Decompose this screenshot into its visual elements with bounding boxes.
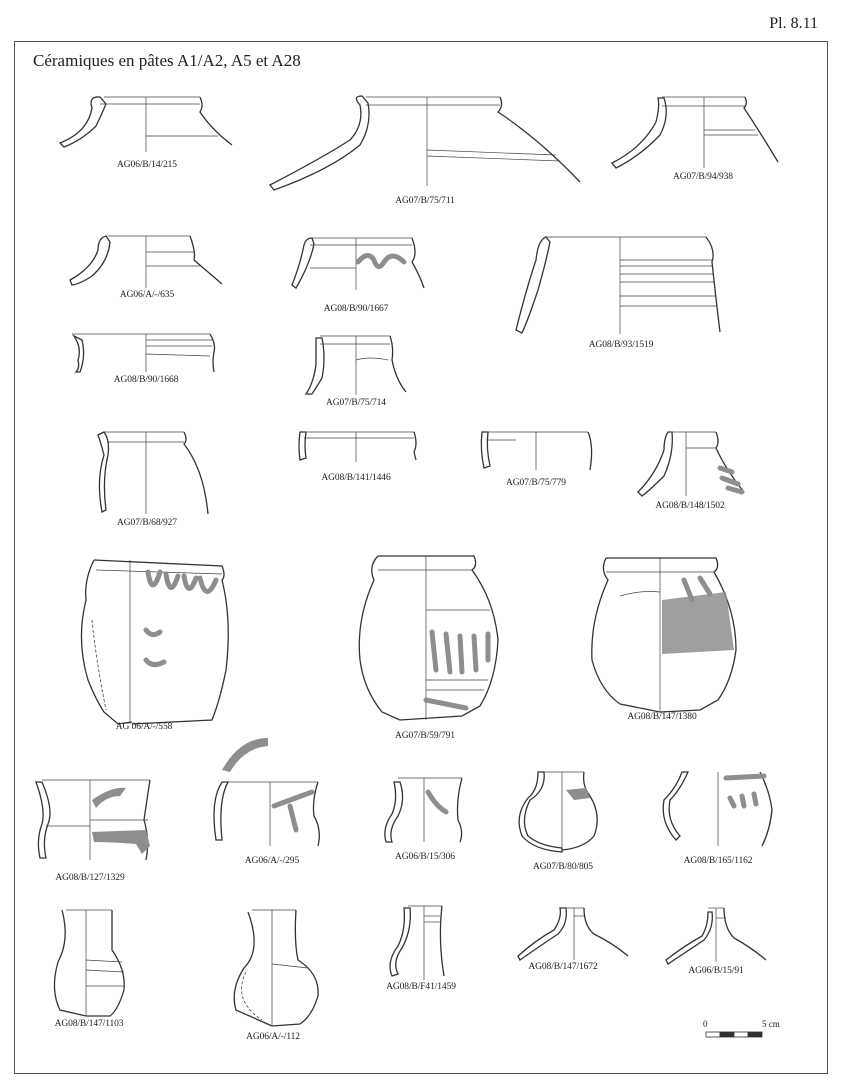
sherd-drawing-6 <box>516 237 720 334</box>
sherd-drawing-16 <box>36 780 150 860</box>
catalogue-label: AG08/B/147/1103 <box>54 1019 124 1029</box>
catalogue-label: AG07/B/75/714 <box>326 398 386 408</box>
sherd-drawing-5 <box>292 238 424 290</box>
catalogue-label: AG08/B/93/1519 <box>588 340 654 350</box>
vessel-drawing-22 <box>234 910 318 1026</box>
sherd-drawing-4 <box>70 236 222 288</box>
sherd-drawing-7 <box>72 334 215 372</box>
catalogue-label: AG06/B/15/91 <box>688 966 744 976</box>
pot-drawing-15 <box>592 558 736 712</box>
catalogue-label: AG 06/A/-/558 <box>115 722 173 732</box>
plate-title: Céramiques en pâtes A1/A2, A5 et A28 <box>33 51 301 70</box>
sherd-drawing-3 <box>612 97 778 168</box>
catalogue-label: AG08/B/147/1672 <box>528 962 598 972</box>
catalogue-label: AG07/B/80/805 <box>533 862 593 872</box>
sherd-drawing-18 <box>385 778 462 842</box>
catalogue-label: AG06/A/-/112 <box>246 1032 300 1042</box>
vessel-drawing-21 <box>54 910 124 1016</box>
catalogue-label: AG07/B/75/779 <box>506 478 566 488</box>
catalogue-label: AG06/A/-/295 <box>244 856 300 866</box>
vessel-drawing-23 <box>390 906 444 980</box>
scale-end: 5 cm <box>762 1019 780 1029</box>
catalogue-label: AG08/B/127/1329 <box>55 873 125 883</box>
vessel-drawing-24 <box>518 908 628 960</box>
catalogue-label: AG07/B/94/938 <box>673 172 733 182</box>
scale-bar <box>706 1032 762 1037</box>
catalogue-label: AG07/B/68/927 <box>117 518 177 528</box>
catalogue-label: AG08/B/90/1668 <box>113 375 179 385</box>
pot-drawing-14 <box>359 556 498 720</box>
sherd-drawing-11 <box>481 432 591 470</box>
catalogue-label: AG08/B/141/1446 <box>321 473 391 483</box>
sherd-drawing-19 <box>519 772 597 852</box>
sherd-drawing-20 <box>663 772 772 846</box>
catalogue-label: AG08/B/148/1502 <box>655 501 725 511</box>
scale-start: 0 <box>703 1019 708 1029</box>
sherd-drawing-1 <box>60 97 232 152</box>
sherd-drawing-12 <box>638 432 744 496</box>
sherd-drawing-17 <box>214 738 319 846</box>
sherd-drawing-8 <box>306 336 406 395</box>
sherd-drawing-10 <box>299 432 416 462</box>
sherd-drawing-2 <box>270 96 580 190</box>
catalogue-label: AG06/A/-/635 <box>119 290 175 300</box>
catalogue-label: AG08/B/147/1380 <box>627 712 697 722</box>
catalogue-label: AG07/B/75/711 <box>395 196 455 206</box>
catalogue-label: AG08/B/F41/1459 <box>386 982 456 992</box>
sherd-drawing-9 <box>98 432 208 514</box>
plate-number: Pl. 8.11 <box>769 15 818 32</box>
catalogue-label: AG06/B/14/215 <box>117 160 177 170</box>
vessel-drawing-25 <box>666 908 766 964</box>
catalogue-label: AG07/B/59/791 <box>395 731 455 741</box>
catalogue-label: AG08/B/90/1667 <box>323 304 389 314</box>
pot-drawing-13 <box>81 560 228 724</box>
catalogue-label: AG08/B/165/1162 <box>683 856 753 866</box>
catalogue-label: AG06/B/15/306 <box>395 852 455 862</box>
